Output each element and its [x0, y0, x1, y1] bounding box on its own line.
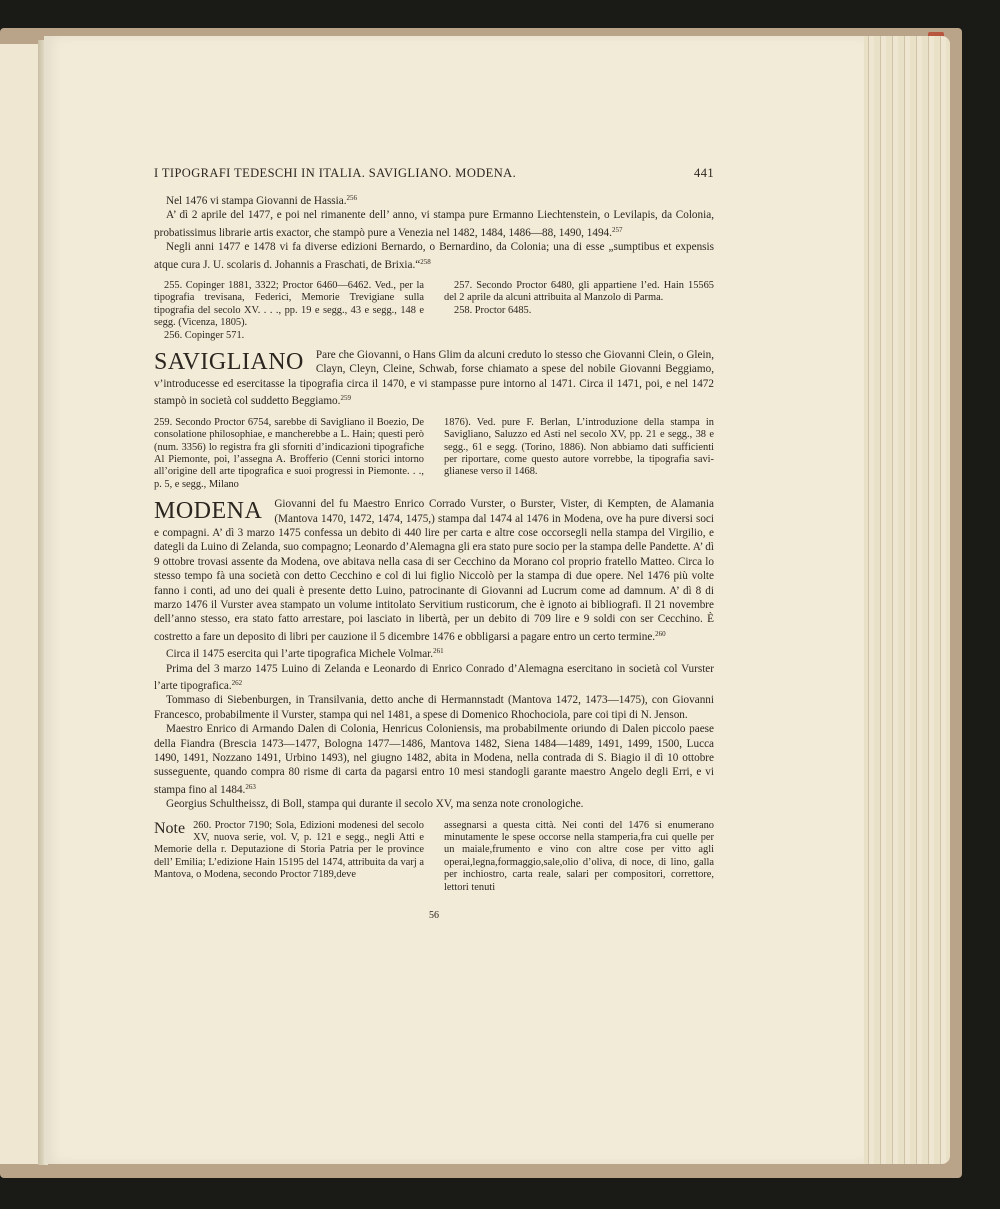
intro-para-3: Negli anni 1477 e 1478 vi fa diverse edizioni Bernardo, o Bernardino, da Colonia; una di esse „sumptibus et expensis atque cura J. U. scolaris d. Johannis a Fraschati, de Brixia.“$^{258}$ [154, 241, 714, 271]
section-modena [154, 497, 714, 812]
modena-para-2: Circa il 1475 esercita qui l’arte tipografica Michele Volmar.$^{261}$ [166, 647, 444, 661]
footnote-259-right: 1876). Ved. pure F. Berlan, L’introduzione della stampa in Savigliano, Saluzzo ed Asti nel secolo XV, pp. 21 e segg., 38 e segg., 61 e segg. (Torino, 1886). Non abbiamo dati sufficienti per riportare, come questo autore vorrebbe, la tipografia saviglianese verso il 1468. [444, 416, 714, 478]
savigliano-text: Pare che Giovanni, o Hans Glim da alcuni creduto lo stesso che Giovanni Clein, o Glein, Clayn, Cleyn, Cleine, Schwab, forse chiamato a spese del nobile Giovanni Beggiamo, v’introducesse ed esercitasse la tipografia circa il 1470, e vi stampasse pure intorno al 1471. Circa il 1471, poi, e nel 1472 stampò in società col suddetto Beggiamo.$^{259}$ [154, 349, 714, 408]
footnotes-1-left [154, 280, 424, 342]
note-label: Note [154, 819, 186, 837]
footnotes-1-right [444, 280, 714, 342]
intro-para-2: A’ dì 2 aprile del 1477, e poi nel rimanente dell’ anno, vi stampa pure Ermanno Liechtenstein, o Levilapis, da Colonia, probatissimus librarie artis exactor, che stampò pure a Venezia nel 1482, 1484, 1486—88, 1490, 1494.$^{257}$ [154, 209, 714, 239]
book-page [44, 36, 864, 1164]
modena-para-1: Giovanni del fu Maestro Enrico Corrado Vurster, o Burster, Vister, di Kempten, de Alamania (Mantova 1470, 1472, 1474, 1475,) stampa dal 1474 al 1476 in Modena, ove ha pure diversi soci e compagni. A’ dì 3 marzo 1475 confessa un debito di 440 lire per carta e altre cose occorsegli nella stampa del Virgilio, e dategli da Luino di Zelanda, suo compagno; Leonardo d’Alemagna gli era stato pure socio per la stampa delle Pandette. A’ dì 9 ottobre trovasi assente da Modena, ove abitava nella casa di ser Cecchino da Morano col proprio fratello Matteo. Circa lo stesso tempo fà una società con detto Cecchino e col di lui figlio Niccolò per la stampa di due opere. Nel 1476 più volte fanno i conti, ad uno dei quali è presente detto Luino, patrocinante di Giovanni ad Lucrum come ad damnum. A’ dì 8 di marzo 1476 il Vurster avea stampato un volume intitolato Servitium rusticorum, che è ignoto ai bibliografi. Il 21 novembre dell’anno stesso, era stato fatto arrestare, poi lasciato in libertà, per un debito di 709 lire e 9 soldi con ser Cecchino. È costretto a fare un deposito di libri per cauzione il 5 dicembre 1476 e obbligarsi a pagare entro un certo termine.$^{260}$ [154, 498, 714, 643]
footnote-257: 257. Secondo Proctor 6480, gli appartiene l’ed. Hain 15565 del 2 aprile da alcuni attribuita al Manzolo di Parma. [444, 280, 714, 304]
page-content [154, 166, 714, 921]
footnotes-2 [154, 417, 714, 491]
modena-para-6: Georgius Schultheissz, di Boll, stampa qui durante il secolo XV, ma senza note cronologiche. [166, 798, 584, 811]
header-title: I TIPOGRAFI TEDESCHI IN ITALIA. SAVIGLIANO. MODENA. [154, 166, 517, 180]
footnote-260-left: Note 260. Proctor 7190; Sola, Edizioni modenesi del secolo XV, nuova serie, vol. V, p. 121 e segg., negli Atti e Memorie della r. Deputazione di Storia Patria per le province dell’ Emilia; L’edizione Hain 15195 del 1474, attribuita da varj a Mantova, o Modena, secondo Proctor 7189,deve [154, 819, 424, 881]
page-edges [850, 36, 950, 1164]
signature-mark: 56 [429, 910, 439, 922]
section-savigliano [154, 348, 714, 409]
left-page-edge [0, 44, 40, 1164]
footnotes-3 [154, 820, 714, 894]
intro-para-1: Nel 1476 vi stampa Giovanni de Hassia.$^{256}$ [166, 194, 358, 207]
modena-para-4: Tommaso di Siebenburgen, in Transilvania, detto anche di Hermannstadt (Mantova 1472, 1473—1475), con Giovanni Francesco, probabilmente il Vurster, stampa qui nel 1481, a spese di Domenico Rhochociola, pare coi tipi di N. Jenson. [154, 694, 714, 721]
footnote-259-left: 259. Secondo Proctor 6754, sarebbe di Savigliano il Boezio, De consolatione philosophiae, e mancherebbe a L. Hain; questi però (num. 3356) lo registra fra gli sforniti d’indicazioni tipografiche Al Piemonte, poi, l’assegna A. Brofferio (Cenni storici intorno all’origine dell arte tipografica e suoi progressi in Piemonte. . ., p. 5, e segg., Milano [154, 416, 424, 490]
footnotes-1 [154, 280, 714, 342]
modena-heading: MODENA [154, 498, 263, 525]
footnote-256: 256. Copinger 571. [164, 329, 245, 341]
footnote-258: 258. Proctor 6485. [454, 304, 532, 316]
footnote-260-right: assegnarsi a questa città. Nei conti del 1476 si enumerano minutamente le spese occorse nella stamperia,fra cui quelle per un maiale,frumento e vino con altre cose per vitto agli operai,legna,formaggio,sale,olio d’oliva, di noce, di lino, galla per inchiostro, carta reale, salari per compositori, correttore, lettori tenuti [444, 819, 714, 893]
modena-para-3: Prima del 3 marzo 1475 Luino di Zelanda e Leonardo di Enrico Conrado d’Alemagna esercitano in società col Vurster l’arte tipografica.$^{262}$ [154, 662, 714, 692]
footnote-255: 255. Copinger 1881, 3322; Proctor 6460—6462. Ved., per la tipografia trevisana, Federici, Memorie Trevigiane sulla tipografia del secolo XV. . . ., pp. 19 e segg., 43 e segg., 148 e segg. (Vicenza, 1805). [154, 280, 424, 329]
page-number: 441 [694, 166, 714, 180]
modena-para-5: Maestro Enrico di Armando Dalen di Colonia, Henricus Coloniensis, ma probabilmente oriundo di Dalen piccolo paese della Fiandra (Brescia 1473—1477, Bologna 1477—1486, Mantova 1482, Siena 1484—1489, 1491, 1499, 1500, Lucca 1490, 1491, Nozzano 1491, Urbino 1493), nel giugno 1482, abita in Modena, nella contrada di S. Biagio il dì 10 ottobre susseguente, quando compra 80 risme di carta da pagarsi entro 10 mesi standogli garante maestro Angelo degli Erri, e vi stampa fino al 1484.$^{263}$ [154, 723, 714, 796]
running-header [154, 166, 714, 181]
savigliano-heading: SAVIGLIANO [154, 349, 304, 376]
